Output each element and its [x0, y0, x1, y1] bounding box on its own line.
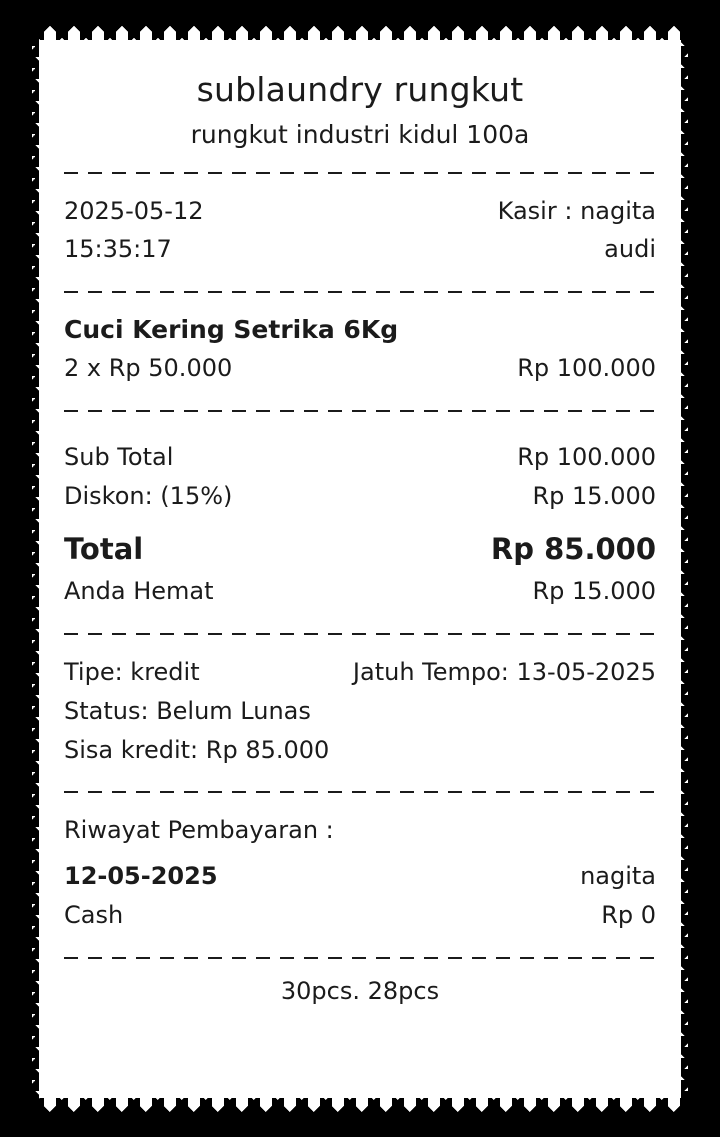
payment-due-date: Jatuh Tempo: 13-05-2025	[352, 658, 656, 687]
payment-status: Status: Belum Lunas	[64, 697, 311, 726]
torn-edge-bottom	[32, 1098, 688, 1114]
history-row-detail	[64, 896, 656, 935]
total-label: Total	[64, 532, 144, 567]
receipt-paper	[32, 24, 688, 1114]
history-cashier: nagita	[580, 862, 656, 891]
divider-1	[64, 172, 656, 174]
receipt-meta-row-2	[64, 230, 656, 269]
payment-type: Tipe: kredit	[64, 658, 200, 687]
store-address: rungkut industri kidul 100a	[190, 119, 530, 149]
subtotal-label: Sub Total	[64, 442, 174, 471]
receipt-container	[32, 24, 688, 1114]
item-name: Cuci Kering Setrika 6Kg	[64, 315, 399, 345]
item-amount: Rp 100.000	[517, 353, 656, 382]
receipt-footer: 30pcs. 28pcs	[280, 977, 440, 1006]
summary-row-subtotal	[64, 438, 656, 477]
item-qty-price: 2 x Rp 50.000	[64, 353, 233, 382]
savings-value: Rp 15.000	[532, 577, 656, 606]
history-row-header	[64, 857, 656, 896]
spacer-before-summary	[64, 430, 656, 438]
discount-label: Diskon: (15%)	[64, 481, 233, 510]
history-amount: Rp 0	[601, 901, 656, 930]
divider-6	[64, 957, 656, 959]
savings-row	[64, 572, 656, 611]
discount-value: Rp 15.000	[532, 481, 656, 510]
history-date: 12-05-2025	[64, 862, 218, 891]
torn-edge-top	[32, 24, 688, 40]
subtotal-value: Rp 100.000	[517, 442, 656, 471]
torn-edge-left	[32, 24, 39, 1114]
transaction-date: 2025-05-12	[64, 196, 204, 225]
spacer-before-history	[64, 849, 656, 857]
receipt-meta-row-1	[64, 192, 656, 231]
payment-history-title: Riwayat Pembayaran :	[64, 815, 334, 844]
store-name: sublaundry rungkut	[196, 70, 524, 109]
cashier-name: Kasir : nagita	[497, 196, 656, 225]
transaction-time: 15:35:17	[64, 235, 172, 264]
history-method: Cash	[64, 901, 124, 930]
payment-remaining: Sisa kredit: Rp 85.000	[64, 735, 330, 764]
total-row	[64, 527, 656, 572]
divider-4	[64, 633, 656, 635]
payment-type-row	[64, 653, 656, 692]
divider-2	[64, 291, 656, 293]
cashier-name-line2: audi	[604, 235, 656, 264]
savings-label: Anda Hemat	[64, 577, 214, 606]
divider-3	[64, 410, 656, 412]
total-value: Rp 85.000	[490, 532, 656, 567]
summary-row-discount	[64, 477, 656, 516]
item-row	[64, 349, 656, 388]
divider-5	[64, 791, 656, 793]
torn-edge-right	[681, 24, 688, 1114]
